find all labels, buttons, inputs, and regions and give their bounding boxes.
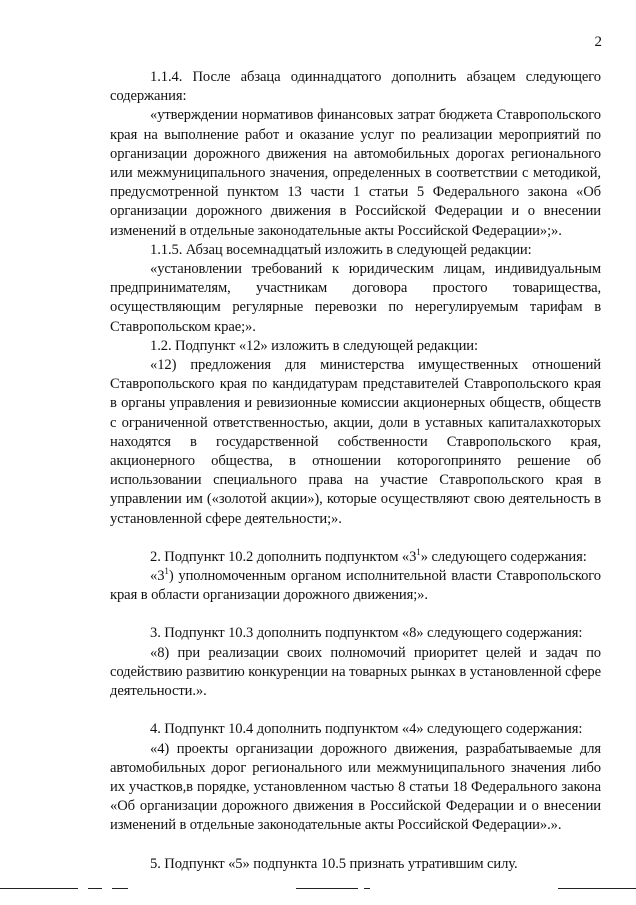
footer-line-segment <box>112 888 128 889</box>
footer-rule <box>0 888 636 898</box>
footer-line-segment <box>88 888 102 889</box>
document-body <box>110 68 601 874</box>
paragraph-2-pre: 2. Подпункт 10.2 дополнить подпунктом «3 <box>150 548 417 565</box>
footer-line-segment <box>296 888 358 889</box>
page-number: 2 <box>594 34 602 50</box>
paragraph-2-post: » следующего содержания: <box>420 548 587 565</box>
paragraph-1-1-4: 1.1.4. После абзаца одиннадцатого дополнить абзацем следующего содержания: <box>110 69 601 105</box>
quote-3: «8) при реализации своих полномочий приоритет целей и задач по содействию развитию конкуренции на товарных рынках в установленной сфере деятельности.». <box>110 644 601 700</box>
quote-4: «4) проекты организации дорожного движения, разрабатываемые для автомобильных дорог регионального или межмуниципального значения либо их участков,в порядке, установленном частью 8 статьи 18 Федерального закона «Об организации дорожного движения в Российской Федерации и о внесении изменений в отдельные законодательные акты Российской Федерации».». <box>110 740 601 834</box>
paragraph-2 <box>110 548 601 567</box>
quote-1-1-4: «утверждении нормативов финансовых затрат бюджета Ставропольского края на выполнение работ и оказание услуг по реализации мероприятий по организации дорожного движения на автомобильных дорогах регионального или межмуниципального значения, определенных в соответствии с методикой, предусмотренной пунктом 13 части 1 статьи 5 Федерального закона «Об организации дорожного движения в Российской Федерации и о внесении изменений в отдельные законодательные акты Российской Федерации»;». <box>110 107 601 239</box>
footer-line-segment <box>0 888 78 889</box>
paragraph-1-1-5: 1.1.5. Абзац восемнадцатый изложить в следующей редакции: <box>150 241 532 258</box>
paragraph-4: 4. Подпункт 10.4 дополнить подпунктом «4» следующего содержания: <box>150 721 583 738</box>
paragraph-1-2: 1.2. Подпункт «12» изложить в следующей редакции: <box>150 337 478 354</box>
paragraph-5: 5. Подпункт «5» подпункта 10.5 признать утратившим силу. <box>150 855 518 872</box>
quote-1-2: «12) предложения для министерства имущественных отношений Ставропольского края по кандидатурам представителей Ставропольского края в органы управления и ревизионные комиссии акционерных обществ, обществ с ограниченной ответственностью, акции, доли в уставных капиталахкоторых находятся в государственной собственности Ставропольского края, акционерного общества, в отношении которогопринято решение об использовании специального права на участие Ставропольского края в управлении им («золотой акции»), которые осуществляют свою деятельность в установленной сфере деятельности;». <box>110 357 601 527</box>
quote-2-sup: 1 <box>164 566 169 577</box>
paragraph-2-sup: 1 <box>416 547 421 558</box>
footer-line-segment <box>364 888 370 889</box>
footer-line-segment <box>558 888 636 889</box>
quote-1-1-5: «установлении требований к юридическим лицам, индивидуальным предпринимателям, участникам договора простого товарищества, осуществляющим регулярные перевозки по нерегулируемым тарифам в Ставропольском крае;». <box>110 261 601 335</box>
paragraph-3: 3. Подпункт 10.3 дополнить подпунктом «8» следующего содержания: <box>150 625 583 642</box>
quote-2 <box>110 567 601 605</box>
quote-2-pre: «3 <box>150 568 165 585</box>
quote-2-post: ) уполномоченным органом исполнительной власти Ставропольского края в области организации дорожного движения;». <box>110 568 601 604</box>
